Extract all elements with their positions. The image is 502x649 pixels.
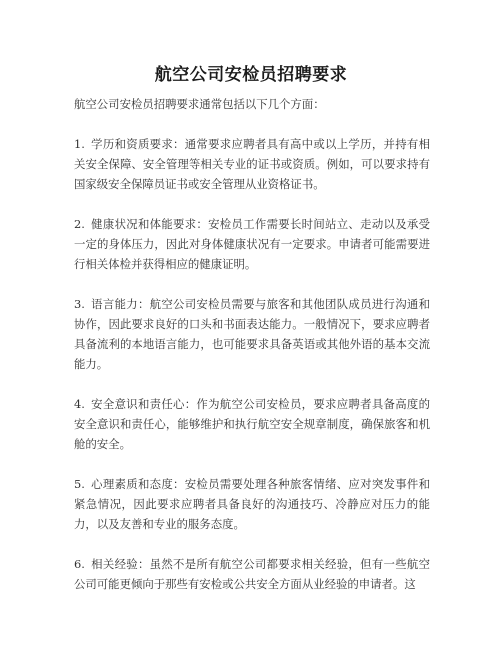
- list-item: [74, 134, 430, 194]
- list-item-text: 安全意识和责任心：作为航空公司安检员，要求应聘者具备高度的安全意识和责任心，能够维护和执行航空安全规章制度，确保旅客和机舱的安全。: [74, 397, 430, 451]
- list-item: [74, 294, 430, 374]
- document-body: [74, 94, 430, 614]
- list-item-text: 语言能力：航空公司安检员需要与旅客和其他团队成员进行沟通和协作，因此要求良好的口头和书面表达能力。一般情况下，要求应聘者具备流利的本地语言能力，也可能要求具备英语或其他外语的基本交流能力。: [74, 297, 430, 371]
- list-item: [74, 394, 430, 454]
- list-item-text: 相关经验：虽然不是所有航空公司都要求相关经验，但有一些航空公司可能更倾向于那些有安检或公共安全方面从业经验的申请者。这: [74, 557, 430, 591]
- list-item-number: 5.: [74, 477, 85, 491]
- list-item-number: 3.: [74, 297, 85, 311]
- list-item-text: 健康状况和体能要求：安检员工作需要长时间站立、走动以及承受一定的身体压力，因此对身体健康状况有一定要求。申请者可能需要进行相关体检并获得相应的健康证明。: [74, 217, 430, 271]
- document-title: 航空公司安检员招聘要求: [154, 65, 348, 85]
- list-item-number: 4.: [74, 397, 85, 411]
- intro-paragraph: 航空公司安检员招聘要求通常包括以下几个方面：: [74, 97, 325, 111]
- list-item-number: 2.: [74, 217, 85, 231]
- list-item-text: 学历和资质要求：通常要求应聘者具有高中或以上学历，并持有相关安全保障、安全管理等相关专业的证书或资质。例如，可以要求持有国家级安全保障员证书或安全管理从业资格证书。: [74, 137, 430, 191]
- list-item-number: 1.: [74, 137, 85, 151]
- list-item: [74, 554, 430, 594]
- list-item: [74, 214, 430, 274]
- list-item-number: 6.: [74, 557, 85, 571]
- list-item: [74, 474, 430, 534]
- list-item-text: 心理素质和态度：安检员需要处理各种旅客情绪、应对突发事件和紧急情况，因此要求应聘者具备良好的沟通技巧、冷静应对压力的能力，以及友善和专业的服务态度。: [74, 477, 430, 531]
